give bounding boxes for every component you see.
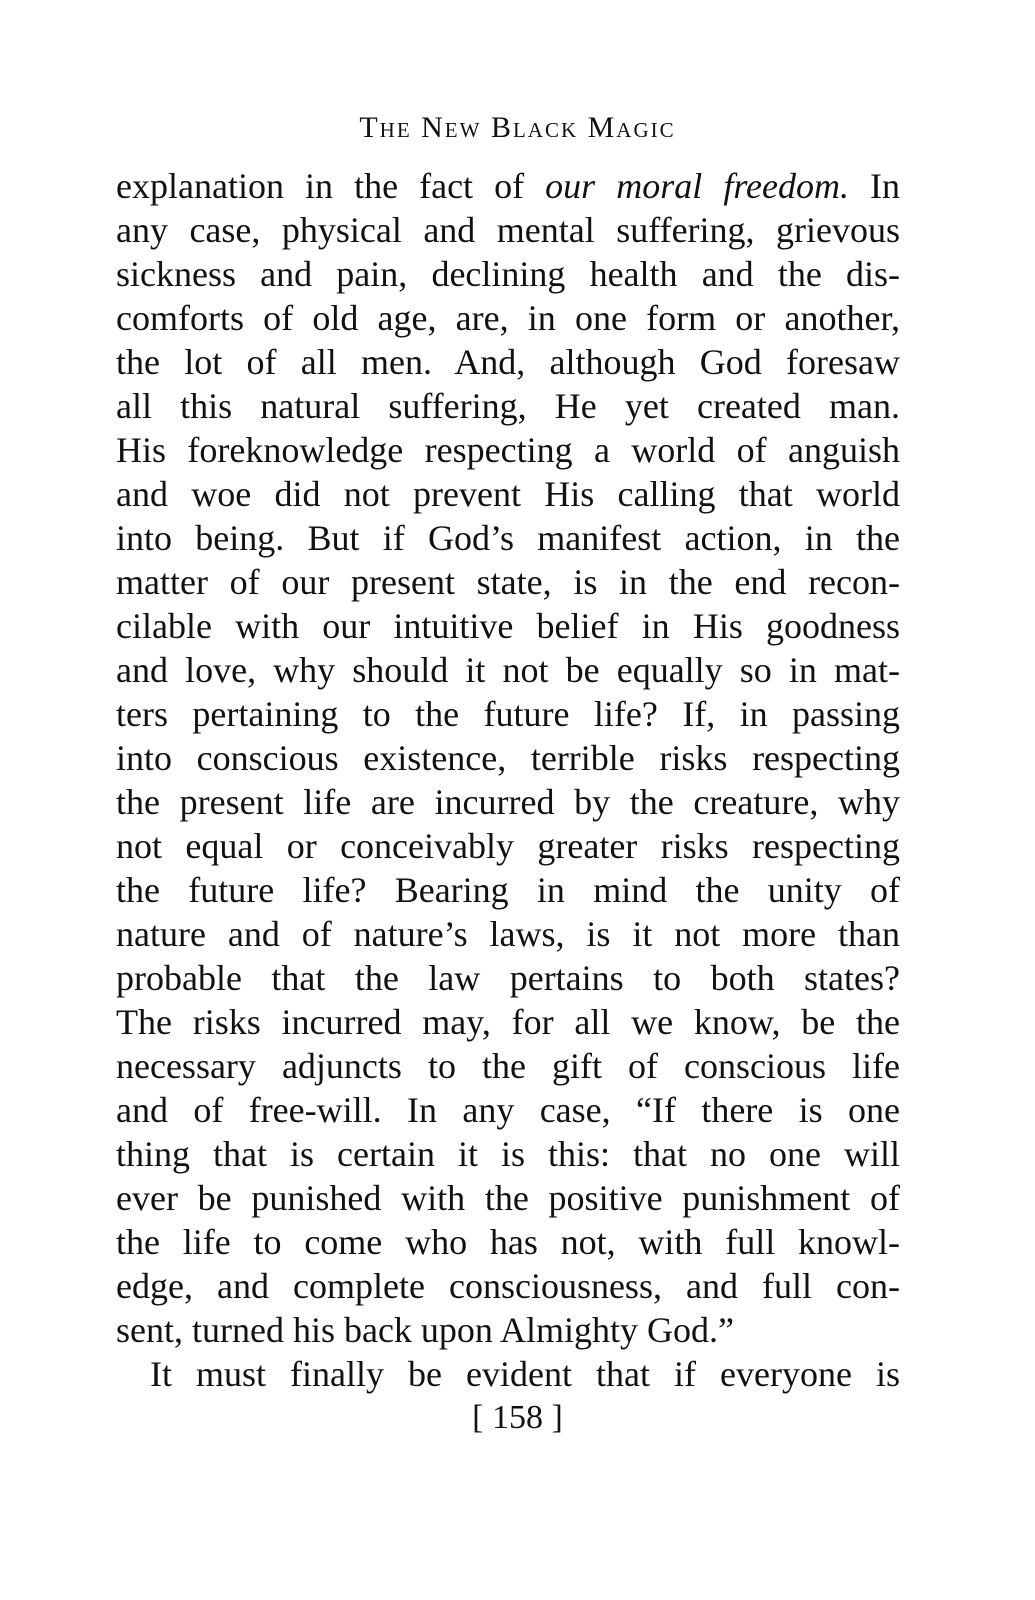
text-line-end: In bbox=[848, 166, 900, 206]
text-line: and woe did not prevent His calling that world bbox=[116, 474, 900, 514]
text-line: His foreknowledge respecting a world of anguish bbox=[116, 430, 900, 470]
text-line: ters pertaining to the future life? If, in passing bbox=[116, 694, 900, 734]
paragraph-first-line: It must finally be evident that if everyone is bbox=[150, 1354, 900, 1394]
text-line: any case, physical and mental suffering, grievous bbox=[116, 210, 900, 250]
body-text bbox=[116, 164, 900, 1396]
text-line: the life to come who has not, with full knowl- bbox=[116, 1222, 900, 1262]
text-line: and of free-will. In any case, “If there is one bbox=[116, 1090, 900, 1130]
text-line: all this natural suffering, He yet created man. bbox=[116, 386, 900, 426]
text-line: into being. But if God’s manifest action, in the bbox=[116, 518, 900, 558]
text-line: the present life are incurred by the creature, why bbox=[116, 782, 900, 822]
text-line: The risks incurred may, for all we know, be the bbox=[116, 1002, 900, 1042]
text-line: cilable with our intuitive belief in His goodness bbox=[116, 606, 900, 646]
text-line: probable that the law pertains to both states? bbox=[116, 958, 900, 998]
text-line-start: explanation in the fact of bbox=[116, 166, 546, 206]
text-line: comforts of old age, are, in one form or another, bbox=[116, 298, 900, 338]
text-line: not equal or conceivably greater risks respecting bbox=[116, 826, 900, 866]
text-line: edge, and complete consciousness, and full con- bbox=[116, 1266, 900, 1306]
text-line: thing that is certain it is this: that no one will bbox=[116, 1134, 900, 1174]
text-line: into conscious existence, terrible risks respecting bbox=[116, 738, 900, 778]
text-line: necessary adjuncts to the gift of conscious life bbox=[116, 1046, 900, 1086]
running-head: The New Black Magic bbox=[359, 111, 676, 144]
page-number: [ 158 ] bbox=[472, 1399, 563, 1436]
text-line: sickness and pain, declining health and the dis- bbox=[116, 254, 900, 294]
text-line: matter of our present state, is in the end recon- bbox=[116, 562, 900, 602]
text-line bbox=[116, 164, 900, 208]
text-line: the lot of all men. And, although God foresaw bbox=[116, 342, 900, 382]
text-line: the future life? Bearing in mind the unity of bbox=[116, 870, 900, 910]
italic-phrase: our moral freedom. bbox=[545, 166, 849, 206]
text-line: nature and of nature’s laws, is it not more than bbox=[116, 914, 900, 954]
paragraph-last-line: sent, turned his back upon Almighty God.” bbox=[116, 1310, 734, 1350]
text-line: ever be punished with the positive punishment of bbox=[116, 1178, 900, 1218]
text-line: and love, why should it not be equally so in mat- bbox=[116, 650, 900, 690]
